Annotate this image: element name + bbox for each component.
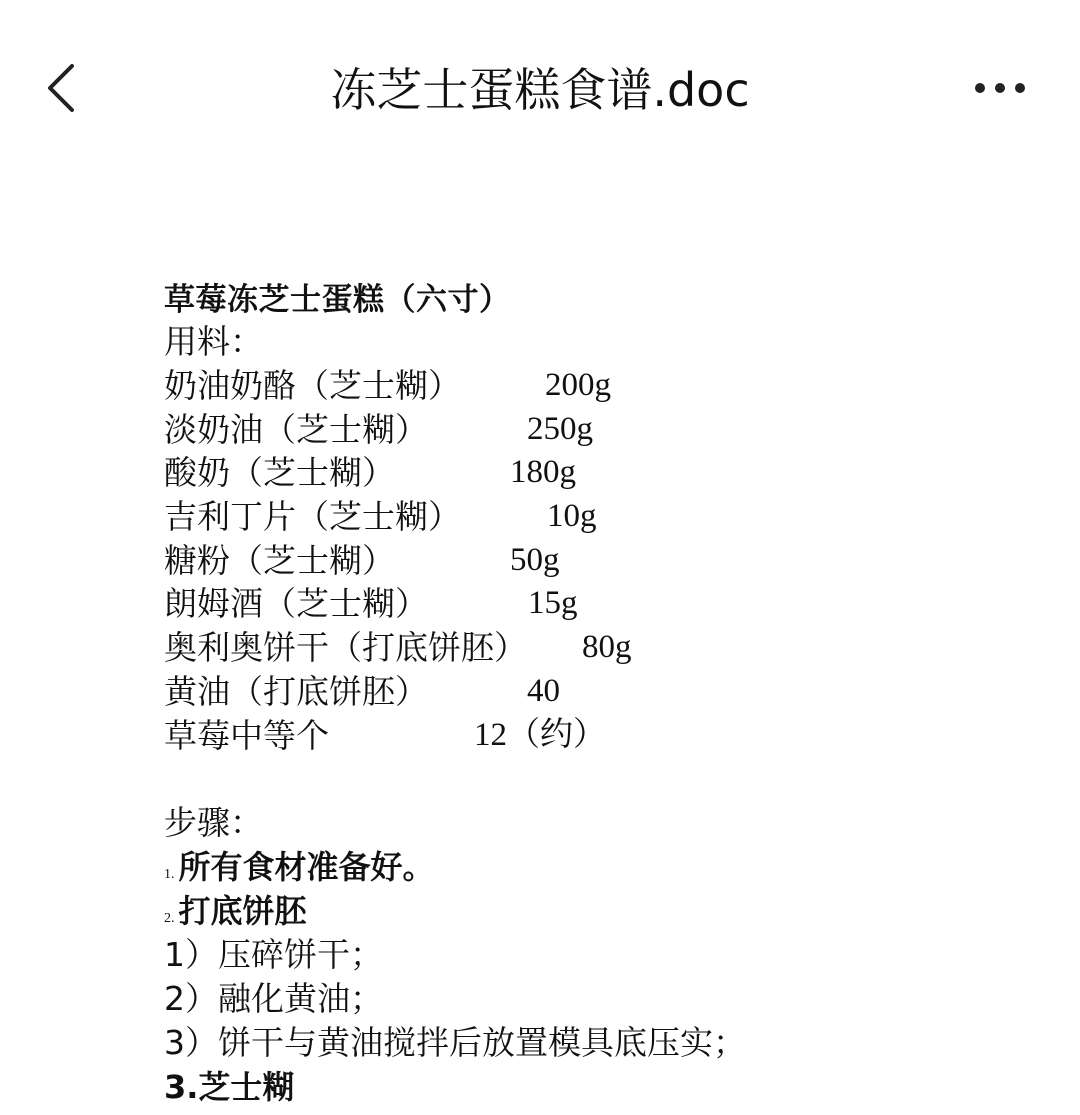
- ingredient-quantity: 180g: [510, 454, 576, 491]
- sub-step: 3）饼干与黄油搅拌后放置模具底压实；: [164, 1023, 746, 1063]
- ingredient-row: [164, 364, 1044, 408]
- step-item: [164, 889, 1044, 933]
- step-number: 1.: [164, 867, 175, 883]
- ingredient-name: 淡奶油（芝士糊）: [164, 409, 428, 449]
- ingredient-name: 朗姆酒（芝士糊）: [164, 584, 428, 624]
- ingredient-name: 草莓中等个: [164, 715, 329, 755]
- ingredients-label: 用料：: [164, 322, 263, 361]
- ingredient-quantity: 200g: [545, 367, 611, 403]
- ingredient-quantity: 40: [527, 672, 560, 709]
- more-button[interactable]: [968, 68, 1032, 108]
- ingredient-row: [164, 626, 1044, 670]
- recipe-title: 草莓冻芝士蛋糕（六寸）: [164, 282, 511, 318]
- step-item: [164, 845, 1044, 889]
- sub-step: 1）压碎饼干；: [164, 935, 383, 975]
- ingredient-row: [164, 582, 1044, 626]
- ingredient-name: 奶油奶酪（芝士糊）: [164, 366, 461, 405]
- ingredient-quantity: 50g: [510, 541, 560, 578]
- steps-label: 步骤：: [164, 803, 263, 843]
- ingredient-row: [164, 714, 1044, 758]
- ingredient-name: 酸奶（芝士糊）: [164, 453, 395, 493]
- ingredient-row: [164, 670, 1044, 714]
- step-text: 芝士糊: [198, 1068, 295, 1107]
- chevron-left-icon: [40, 58, 88, 118]
- back-button[interactable]: [40, 58, 88, 118]
- more-horizontal-icon: [968, 68, 1032, 108]
- ingredient-row: [164, 451, 1044, 495]
- document-title: 冻芝士蛋糕食谱.doc: [330, 63, 750, 117]
- nav-bar: [0, 0, 1080, 180]
- spacer: [164, 757, 1044, 801]
- step-item: [164, 1065, 1044, 1109]
- document-body: [164, 280, 1044, 1109]
- ingredient-quantity: 12（约）: [474, 716, 606, 753]
- step-text: 所有食材准备好。: [178, 848, 435, 887]
- step-number: 2.: [164, 911, 175, 927]
- sub-step: 2）融化黄油；: [164, 979, 383, 1019]
- ingredient-quantity: 10g: [547, 498, 597, 535]
- ingredient-list: [164, 364, 1044, 757]
- ingredient-quantity: 15g: [528, 585, 578, 622]
- ingredient-row: [164, 408, 1044, 452]
- step-number: 3.: [164, 1068, 199, 1107]
- ingredient-row: [164, 539, 1044, 583]
- ingredient-quantity: 80g: [582, 629, 632, 666]
- ingredient-name: 黄油（打底饼胚）: [164, 671, 428, 711]
- ingredient-name: 奥利奥饼干（打底饼胚）: [164, 628, 527, 668]
- ingredient-name: 糖粉（芝士糊）: [164, 540, 395, 580]
- ingredient-row: [164, 495, 1044, 539]
- ingredient-name: 吉利丁片（芝士糊）: [164, 497, 461, 537]
- ingredient-quantity: 250g: [527, 410, 593, 447]
- step-text: 打底饼胚: [178, 892, 307, 931]
